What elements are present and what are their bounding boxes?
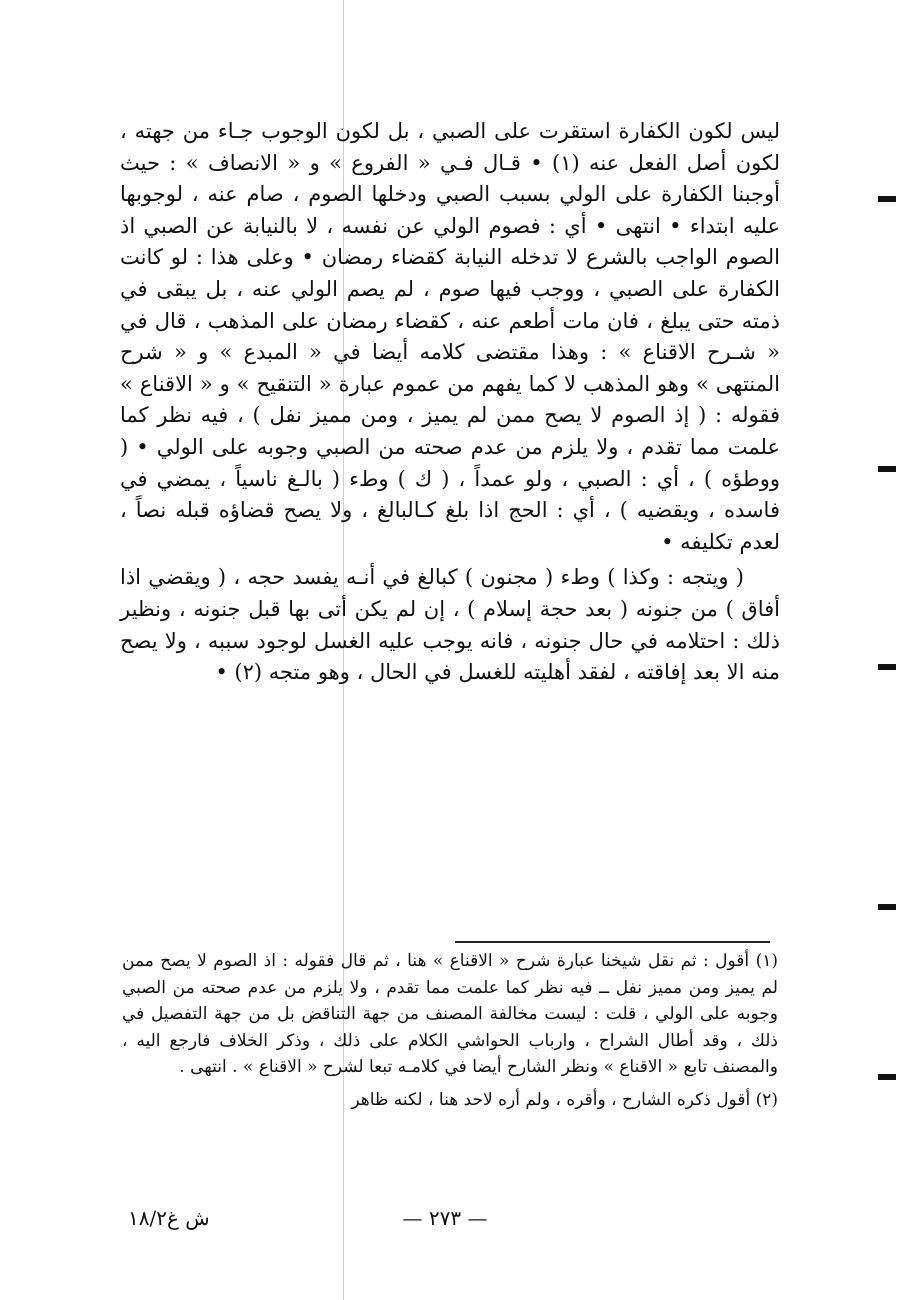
footnote-2: (٢) أقول ذكره الشارح ، وأقره ، ولم أره لاحد هنا ، لكنه ظاهر [351,1089,778,1110]
margin-mark [878,1074,896,1080]
page-footer [0,1206,898,1240]
footnote-1: (١) أقول : ثم نقل شيخنا عبارة شرح « الاقناع » هنا ، ثم قال فقوله : اذ الصوم لا يصح ممن لم يميز ومن مميز نفل ــ فيه نظر كما علمت مما تقدم ، ولا يلزم من عدم صحته من الصبي وجوبه على الولي ، قلت : ليست مخالفة المصنف من جهة التناقض بل من جهة التفصيل في ذلك ، وقد أطال الشراح ، وارباب الحواشي الكلام على ذلك ، وذكر الخلاف فارجع اليه ، والمصنف تابع « الاقناع » ونظر الشارح أيضا في كلامـه تبعا لشرح « الاقناع » . انتهى . [122,951,778,1077]
page-number: — ٢٧٣ — [402,1206,488,1230]
main-text [120,116,780,689]
margin-mark [878,196,896,202]
paragraph-2: ( ويتجه : وكذا ) وطء ( مجنون ) كبالغ في أنـه يفسد حجه ، ( ويقضي اذا أفاق ) من جنونه ( بعد حجة إسلام ) ، إن لم يكن أتى بها قبل جنونه ، ونظير ذلك : احتلامه في حال جنونه ، فانه يوجب عليه الغسل لوجود سببه ، ولا يصح منه الا بعد إفاقته ، لفقد أهليته للغسل في الحال ، وهو متجه (٢) • [120,565,780,685]
footnotes [122,948,778,1113]
margin-mark [878,904,896,910]
paragraph-1: ليس لكون الكفارة استقرت على الصبي ، بل لكون الوجوب جـاء من جهته ، لكون أصل الفعل عنه (١) • قـال فـي « الفروع » و « الانصاف » : حيث أوجبنا الكفارة على الولي بسبب الصبي ودخلها الصوم ، صام عنه ، لوجوبها عليه ابتداء • انتهى • أي : فصوم الولي عن نفسه ، لا بالنيابة عن الصبي اذ الصوم الواجب بالشرع لا تدخله النيابة كقضاء رمضان • وعلى هذا : لو كانت الكفارة على الصبي ، ووجب فيها صوم ، لم يصم الولي عنه ، بل يبقى في ذمته حتى يبلغ ، فان مات أطعم عنه ، كقضاء رمضان على المذهب ، قال في « شـرح الاقناع » : وهذا مقتضى كلامه أيضا في « المبدع » و « شرح المنتهى » وهو المذهب لا كما يفهم من عموم عبارة « التنقيح » و « الاقناع » فقوله : ( إذ الصوم لا يصح ممن لم يميز ، ومن مميز نفل ) ، فيه نظر كما علمت مما تقدم ، ولا يلزم من عدم صحته من الصبي وجوبه على الولي • ( ووطؤه ) ، أي : الصبي ، ولو عمداً ، ( ك ) وطء ( بالـغ ناسياً ، يمضي في فاسده ، ويقضيه ) ، أي : الحج اذا بلغ كـالبالغ ، ولا يصح قضاؤه قبله نصاً ، لعدم تكليفه • [120,119,781,554]
footnote-separator [455,941,770,943]
margin-mark [878,466,896,472]
margin-mark [878,664,896,670]
signature-mark: ش غ١٨/٢ [128,1206,210,1230]
